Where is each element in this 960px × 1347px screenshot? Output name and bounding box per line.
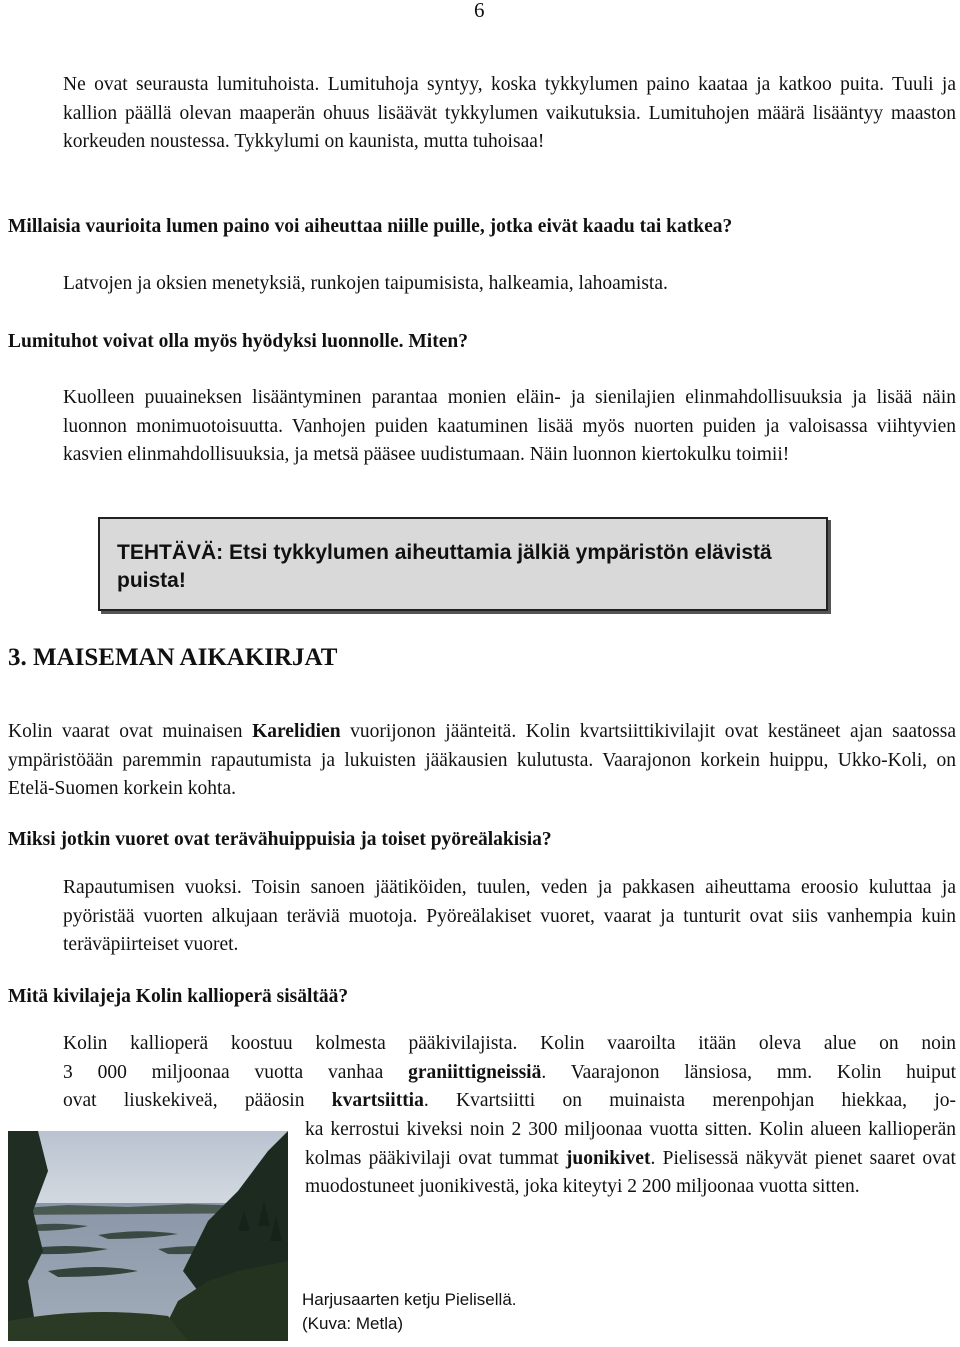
section-heading: 3. MAISEMAN AIKAKIRJAT [8, 644, 338, 671]
lake-landscape-photo [8, 1131, 288, 1341]
answer-rocks-line3 [63, 1087, 956, 1116]
section-para-text: Kolin vaarat ovat muinaisen [8, 721, 253, 742]
answer-rocks-line2 [63, 1059, 956, 1088]
section-para-text-2: vuorijonon jäänteitä. Kolin kvartsiittikivilajit ovat kestäneet ajan saatossa ympäristöään paremmin rapautumista ja lukuisten jääkausien kulutusta. Vaarajonon korkein huippu, Ukko-Koli, on Etelä-Suomen korkein kohta. [8, 721, 956, 799]
line3-text-c: . Kvartsiitti on muinaista merenpohjan hiekkaa, jo- [423, 1090, 956, 1111]
line3-text-a: ovat liuskekiveä, pääosin [63, 1090, 332, 1111]
line2-bold: graniittigneissiä [408, 1061, 542, 1083]
answer-benefit: Kuolleen puuaineksen lisääntyminen parantaa monien eläin- ja sienilajien elinmahdollisuuksia ja lisää näin luonnon monimuotoisuutta. Vanhojen puiden kaatuminen lisää myös nuorten puiden ja valoisassa viihtyvien kasvien elinmahdollisuuksia, ja metsä pääsee uudistumaan. Näin luonnon kiertokulku toimii! [63, 387, 956, 465]
photo-caption [302, 1288, 517, 1336]
answer-rocks-wrap [305, 1116, 956, 1202]
line2-text-c: . Vaarajonon länsiosa, mm. Kolin huiput [541, 1061, 956, 1083]
question-mountains: Miksi jotkin vuoret ovat terävähuippuisia ja toiset pyöreälakisia? [8, 829, 552, 850]
answer-mountains: Rapautumisen vuoksi. Toisin sanoen jäätiköiden, tuulen, veden ja pakkasen aiheuttama eroosio kuluttaa ja pyöristää vuorten alkujaan teräviä muotoja. Pyöreälakiset vuoret, vaarat ja tunturit ovat siis vanhempia kuin teräväpiirteiset vuoret. [63, 877, 956, 955]
section-para-bold: Karelidien [252, 721, 341, 742]
question-damage: Millaisia vaurioita lumen paino voi aiheuttaa niille puille, jotka eivät kaadu tai katkea? [8, 216, 733, 237]
page-number: 6 [474, 0, 485, 22]
answer-rocks-line1: Kolin kallioperä koostuu kolmesta pääkivilajista. Kolin vaaroilta itään oleva alue on noin [63, 1033, 956, 1054]
task-box [98, 517, 828, 611]
wrap-text-a: ka kerrostui kiveksi noin 2 300 miljoonaa vuotta sitten. Kolin alueen kallioperän kolmas pääkivilaji ovat tummat [305, 1119, 956, 1169]
section-paragraph [8, 718, 956, 804]
lake-islands-image [8, 1131, 288, 1341]
line3-bold: kvartsiittia [331, 1090, 424, 1111]
intro-paragraph: Ne ovat seurausta lumituhoista. Lumituhoja syntyy, koska tykkylumen paino kaataa ja katkoo puita. Tuuli ja kallion päällä olevan maaperän ohuus lisäävät tykkylumen vaikutuksia. Lumituhojen määrä lisääntyy maaston korkeuden noustessa. Tykkylumi on kaunista, mutta tuhoisaa! [63, 74, 956, 152]
caption-line-1: Harjusaarten ketju Pielisellä. [302, 1290, 517, 1309]
line2-text-a: 3 000 miljoonaa vuotta vanhaa [63, 1061, 409, 1083]
wrap-text-c: . Pielisessä näkyvät pienet saaret ovat muodostuneet juonikivestä, joka kiteytyi 2 200 miljoonaa vuotta sitten. [305, 1147, 956, 1197]
caption-line-2: (Kuva: Metla) [302, 1314, 404, 1333]
answer-rocks-top [63, 1030, 956, 1116]
question-benefit: Lumituhot voivat olla myös hyödyksi luonnolle. Miten? [8, 331, 468, 352]
question-rocks: Mitä kivilajeja Kolin kallioperä sisältää? [8, 986, 349, 1007]
wrap-bold: juonikivet [565, 1147, 651, 1169]
task-text: TEHTÄVÄ: Etsi tykkylumen aiheuttamia jälkiä ympäristön elävistä puista! [117, 541, 772, 592]
answer-damage: Latvojen ja oksien menetyksiä, runkojen taipumisista, halkeamia, lahoamista. [63, 273, 668, 294]
